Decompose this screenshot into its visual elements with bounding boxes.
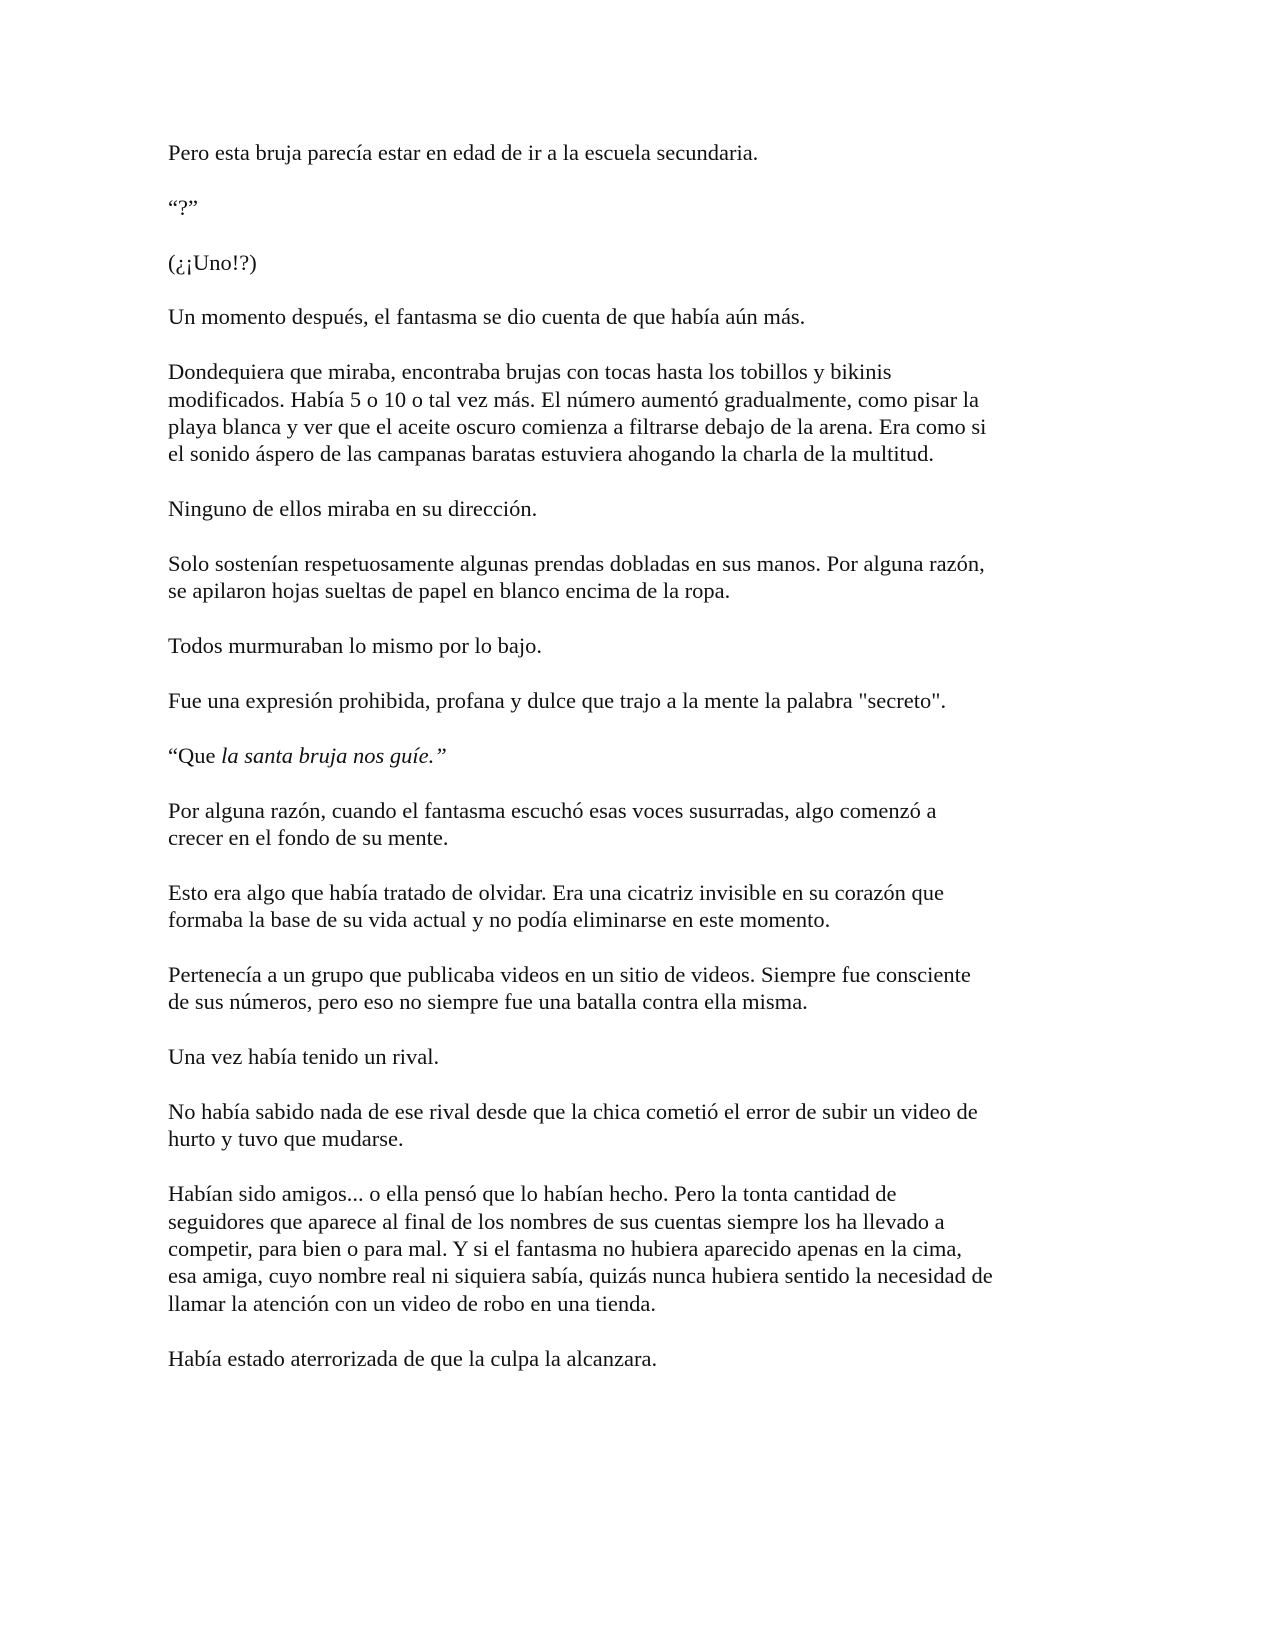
text-line: Solo sostenían respetuosamente algunas prendas dobladas en sus manos. Por alguna razón, [168,551,985,576]
text-line: se apilaron hojas sueltas de papel en blanco encima de la ropa. [168,578,731,604]
paragraph [168,632,1168,659]
text-line: de sus números, pero eso no siempre fue una batalla contra ella misma. [168,989,808,1015]
text-line: seguidores que aparece al final de los nombres de sus cuentas siempre los ha llevado a [168,1208,945,1234]
text-line: playa blanca y ver que el aceite oscuro comienza a filtrarse debajo de la arena. Era como si [168,414,987,439]
text-line: Ninguno de ellos miraba en su dirección. [168,496,538,522]
text-line: llamar la atención con un video de robo en una tienda. [168,1290,656,1316]
text-line: Todos murmuraban lo mismo por lo bajo. [168,633,543,659]
paragraph [168,495,1168,522]
text-line: esa amiga, cuyo nombre real ni siquiera sabía, quizás nunca hubiera sentido la necesidad de [168,1263,993,1289]
text-line: Pertenecía a un grupo que publicaba videos en un sitio de videos. Siempre fue consciente [168,962,971,987]
quote-text: “Que [168,742,222,768]
text-line: Había estado aterrorizada de que la culpa la alcanzara. [168,1345,658,1371]
text-line: Un momento después, el fantasma se dio cuenta de que había aún más. [168,304,806,330]
text-line: Por alguna razón, cuando el fantasma escuchó esas voces susurradas, algo comenzó a [168,797,937,823]
paragraph [168,550,1168,605]
text-line: No había sabido nada de ese rival desde que la chica cometió el error de subir un video de [168,1099,978,1124]
paragraph [168,1043,1168,1070]
document-page [168,139,1168,1399]
paragraph [168,139,1168,166]
paragraph [168,249,1168,276]
text-line: Dondequiera que miraba, encontraba brujas con tocas hasta los tobillos y bikinis [168,359,892,385]
text-line: modificados. Había 5 o 10 o tal vez más. El número aumentó gradualmente, como pisar la [168,386,980,412]
paragraph [168,1180,1168,1317]
paragraph [168,879,1168,934]
paragraph [168,961,1168,1016]
text-line: Habían sido amigos... o ella pensó que lo habían hecho. Pero la tonta cantidad de [168,1181,897,1207]
text-line: el sonido áspero de las campanas baratas estuviera ahogando la charla de la multitud. [168,441,934,467]
text-line: crecer en el fondo de su mente. [168,825,449,850]
paragraph [168,303,1168,330]
text-line: Pero esta bruja parecía estar en edad de ir a la escuela secundaria. [168,140,759,165]
paragraph [168,687,1168,714]
text-line: Esto era algo que había tratado de olvidar. Era una cicatriz invisible en su corazón que [168,879,944,905]
text-line: Fue una expresión prohibida, profana y dulce que trajo a la mente la palabra "secreto". [168,688,947,713]
paragraph [168,1098,1168,1153]
text-line: hurto y tuvo que mudarse. [168,1126,404,1152]
paragraph [168,358,1168,468]
text-line: Una vez había tenido un rival. [168,1044,440,1070]
text-line: competir, para bien o para mal. Y si el fantasma no hubiera aparecido apenas en la cima, [168,1236,962,1262]
quote-italic-text: la santa bruja nos guíe.” [221,742,447,768]
paragraph [168,1345,1168,1372]
text-line: formaba la base de su vida actual y no podía eliminarse en este momento. [168,907,831,933]
paragraph [168,797,1168,852]
paragraph [168,194,1168,221]
text-line: “?” [168,194,198,220]
paragraph [168,742,1168,769]
text-line [168,742,1168,769]
text-line: (¿¡Uno!?) [168,249,257,275]
